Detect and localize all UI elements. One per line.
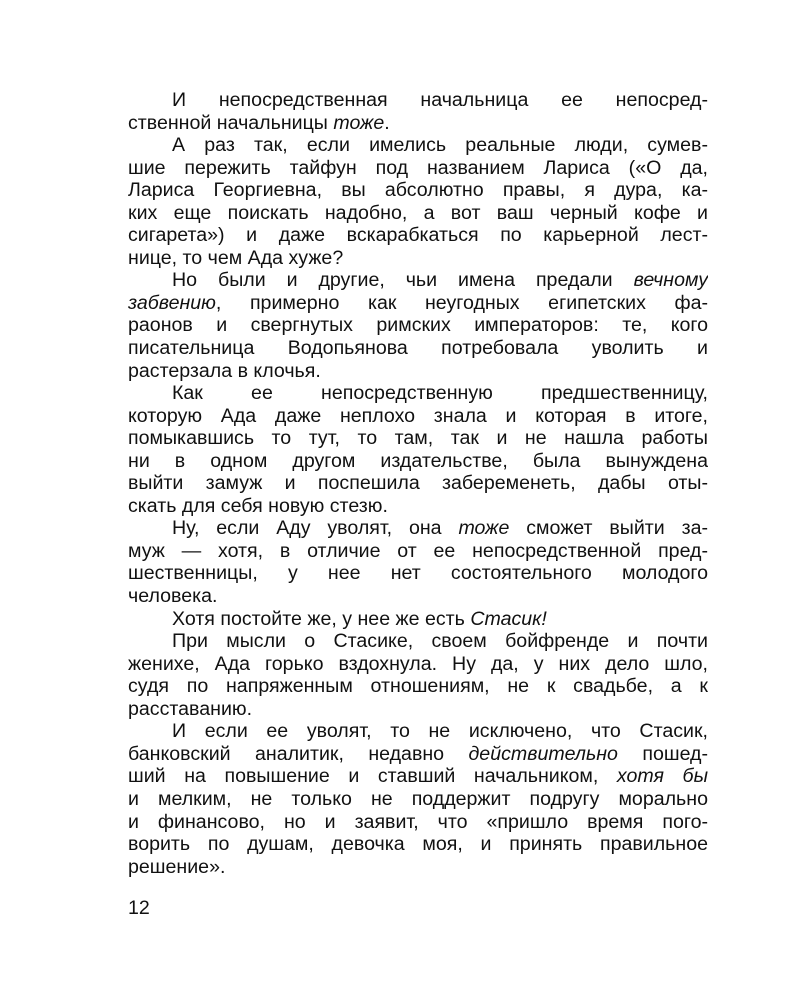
page-number: 12 bbox=[128, 897, 150, 919]
text-line-25 bbox=[128, 630, 708, 653]
line-segment: Как ее непосредственную предшественницу, bbox=[172, 382, 708, 405]
line-segment: тоже bbox=[333, 111, 385, 134]
text-line-4 bbox=[128, 157, 708, 180]
text-line-1 bbox=[128, 89, 708, 112]
text-line-18 bbox=[128, 472, 708, 495]
line-segment: ких еще поискать надобно, а вот ваш черный кофе и bbox=[128, 201, 708, 224]
line-segment: действительно bbox=[468, 742, 618, 765]
text-line-17 bbox=[128, 450, 708, 473]
line-segment: ворить по душам, девочка моя, и принять правильное bbox=[128, 833, 708, 856]
line-segment: решение». bbox=[128, 855, 226, 878]
line-segment: Но были и другие, чьи имена предали bbox=[172, 269, 634, 292]
text-line-14 bbox=[128, 382, 708, 405]
text-line-27 bbox=[128, 675, 708, 698]
line-segment: При мысли о Стасике, своем бойфренде и почти bbox=[172, 630, 708, 653]
text-line-8 bbox=[128, 247, 708, 270]
text-line-31 bbox=[128, 765, 708, 788]
text-line-24 bbox=[128, 608, 708, 631]
line-segment: сигарета») и даже вскарабкаться по карьерной лест- bbox=[128, 224, 708, 247]
line-segment: выйти замуж и поспешила забеременеть, дабы оты- bbox=[128, 472, 708, 495]
line-segment: помыкавшись то тут, то там, так и не нашла работы bbox=[128, 427, 708, 450]
line-segment: муж — хотя, в отличие от ее непосредственной пред- bbox=[128, 539, 708, 562]
line-segment: и финансово, но и заявит, что «пришло время пого- bbox=[128, 810, 708, 833]
text-line-15 bbox=[128, 405, 708, 428]
line-segment: судя по напряженным отношениям, не к свадьбе, а к bbox=[128, 675, 708, 698]
text-line-19 bbox=[128, 495, 708, 518]
line-segment: А раз так, если имелись реальные люди, сумев- bbox=[172, 134, 708, 157]
line-segment: , примерно как неугодных египетских фа- bbox=[215, 291, 708, 314]
line-segment: ственной начальницы bbox=[128, 111, 334, 134]
text-line-26 bbox=[128, 653, 708, 676]
line-segment: И если ее уволят, то не исключено, что Стасик, bbox=[172, 720, 708, 743]
line-segment: женихе, Ада горько вздохнула. Ну да, у них дело шло, bbox=[128, 652, 708, 675]
text-line-35 bbox=[128, 856, 708, 879]
line-segment: и мелким, не только не поддержит подругу морально bbox=[128, 787, 708, 810]
text-line-32 bbox=[128, 788, 708, 811]
line-segment: раонов и свергнутых римских императоров: те, кого bbox=[128, 314, 708, 337]
text-line-33 bbox=[128, 811, 708, 834]
text-line-5 bbox=[128, 179, 708, 202]
text-line-30 bbox=[128, 743, 708, 766]
line-segment: сможет выйти за- bbox=[509, 517, 708, 540]
text-line-12 bbox=[128, 337, 708, 360]
line-segment: нице, то чем Ада хуже? bbox=[128, 246, 344, 269]
line-segment: забвению bbox=[128, 291, 216, 314]
line-segment: . bbox=[384, 111, 390, 134]
text-line-10 bbox=[128, 292, 708, 315]
text-line-29 bbox=[128, 720, 708, 743]
line-segment: Лариса Георгиевна, вы абсолютно правы, я дура, ка- bbox=[128, 179, 708, 202]
line-segment: Ну, если Аду уволят, она bbox=[172, 517, 459, 540]
line-segment: шие пережить тайфун под названием Лариса («О да, bbox=[128, 156, 708, 179]
line-segment: шественницы, у нее нет состоятельного молодого bbox=[128, 562, 708, 585]
text-line-3 bbox=[128, 134, 708, 157]
line-segment: вечному bbox=[633, 269, 708, 292]
text-line-9 bbox=[128, 269, 708, 292]
line-segment: И непосредственная начальница ее непосред- bbox=[172, 89, 708, 111]
text-line-13 bbox=[128, 360, 708, 383]
line-segment: расставанию. bbox=[128, 697, 253, 720]
line-segment: Стасик! bbox=[470, 607, 547, 630]
text-line-11 bbox=[128, 314, 708, 337]
text-line-6 bbox=[128, 202, 708, 225]
line-segment: хотя бы bbox=[616, 765, 708, 788]
text-line-28 bbox=[128, 698, 708, 721]
line-segment: ший на повышение и ставший начальником, bbox=[128, 765, 617, 788]
text-line-34 bbox=[128, 833, 708, 856]
line-segment: Хотя постойте же, у нее же есть bbox=[172, 607, 471, 630]
page-text bbox=[128, 89, 708, 878]
line-segment: человека. bbox=[128, 585, 218, 608]
line-segment: тоже bbox=[458, 517, 510, 540]
text-line-16 bbox=[128, 427, 708, 450]
line-segment: банковский аналитик, недавно bbox=[128, 742, 469, 765]
line-segment: скать для себя новую стезю. bbox=[128, 494, 388, 517]
line-segment: ни в одном другом издательстве, была вынуждена bbox=[128, 449, 708, 472]
text-line-22 bbox=[128, 562, 708, 585]
text-line-2 bbox=[128, 112, 708, 135]
line-segment: которую Ада даже неплохо знала и которая в итоге, bbox=[128, 404, 708, 427]
text-line-7 bbox=[128, 224, 708, 247]
text-line-21 bbox=[128, 540, 708, 563]
text-line-20 bbox=[128, 517, 708, 540]
line-segment: пошед- bbox=[617, 742, 708, 765]
text-line-23 bbox=[128, 585, 708, 608]
line-segment: растерзала в клочья. bbox=[128, 359, 321, 382]
line-segment: писательница Водопьянова потребовала уволить и bbox=[128, 337, 708, 360]
